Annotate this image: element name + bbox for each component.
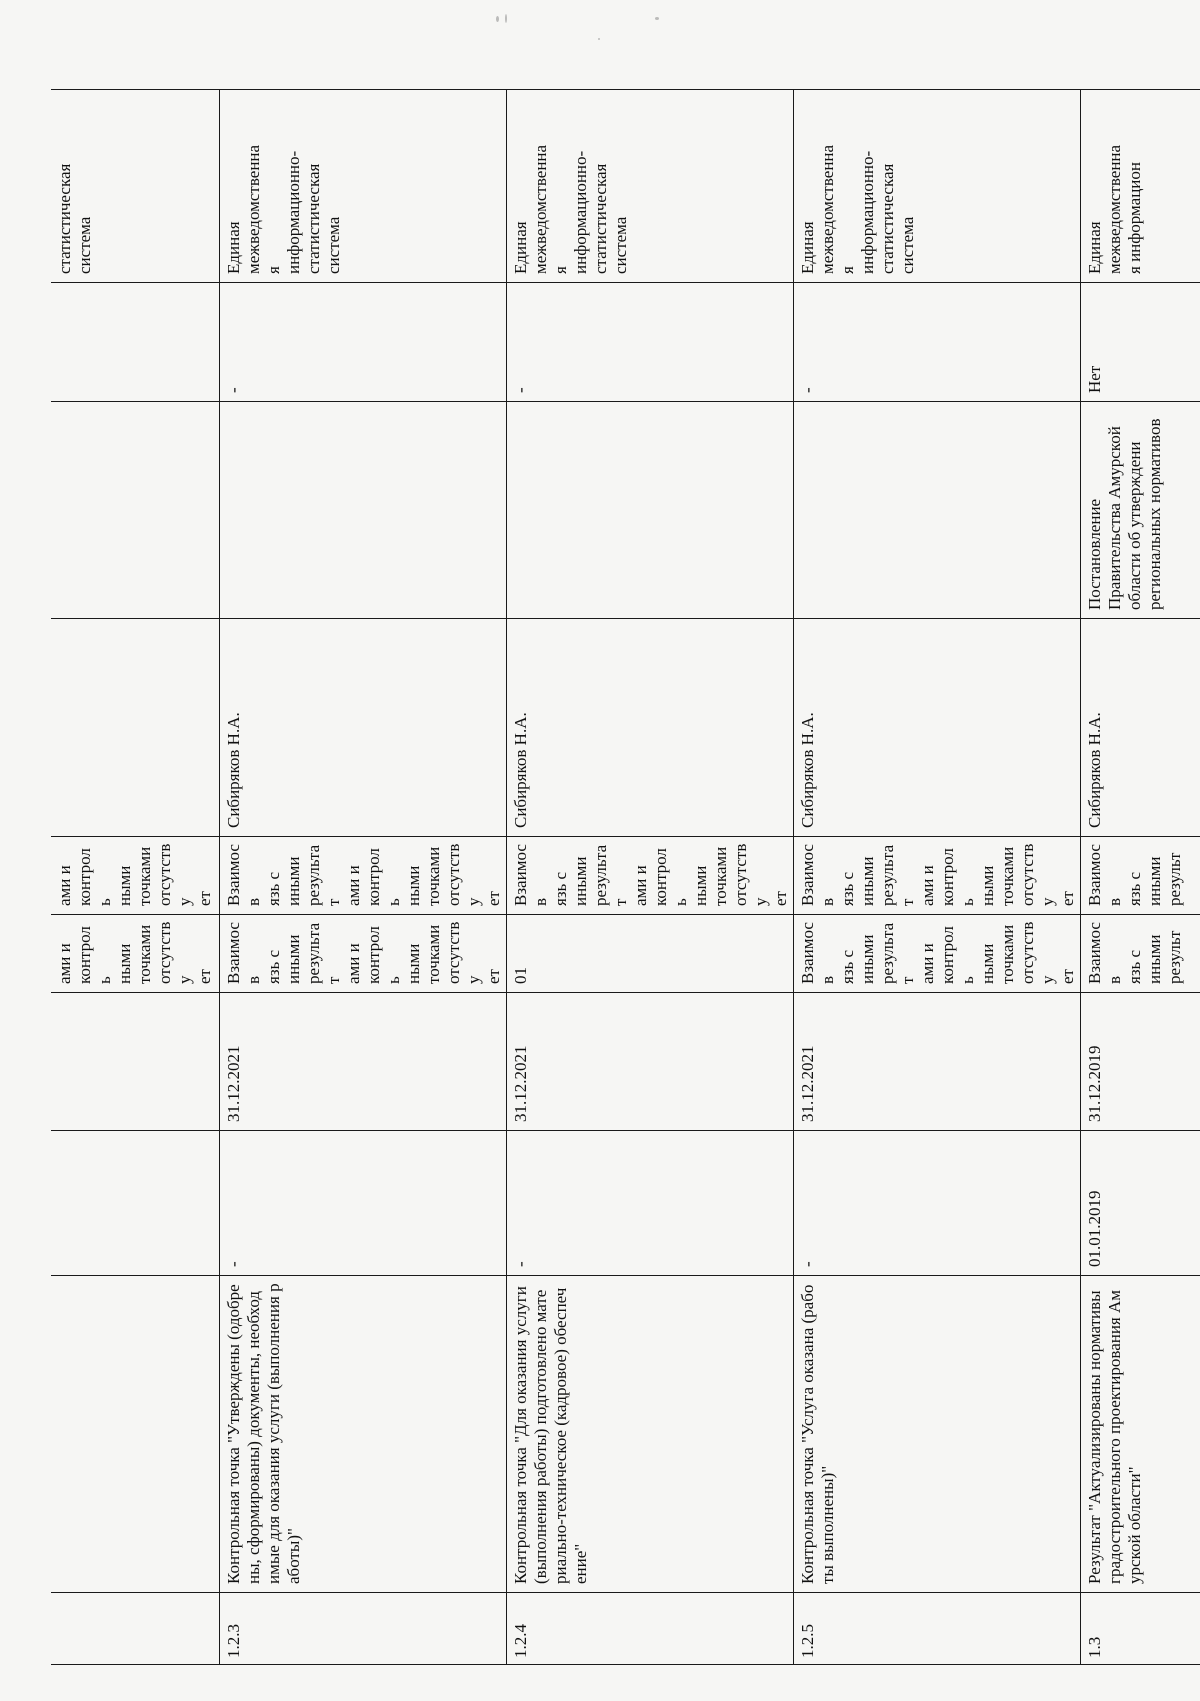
- responsible-cell: Сибиряков Н.А.: [1080, 619, 1200, 837]
- successor-cell: Взаимосв язь с иными результат ами и контроль ными точками отсутству ет: [506, 837, 793, 915]
- end-date-cell: 31.12.2021: [219, 993, 506, 1131]
- name-cell: Результат "Актуализированы нормативы градостроительного проектирования Амурской области": [1080, 1276, 1200, 1593]
- predecessor-cell: Взаимосв язь с иными результ: [1080, 915, 1200, 993]
- info-system-cell: статистическая система: [51, 90, 219, 283]
- end-date-cell: 31.12.2021: [506, 993, 793, 1131]
- responsible-cell: Сибиряков Н.А.: [219, 619, 506, 837]
- level-cell: -: [219, 283, 506, 402]
- start-date-cell: -: [506, 1131, 793, 1276]
- start-date-cell: -: [219, 1131, 506, 1276]
- end-date-cell: [51, 993, 219, 1131]
- info-system-cell: Единая межведомственна я информационно- статистическая система: [219, 90, 506, 283]
- scan-speck: [598, 38, 600, 40]
- scan-speck: [505, 14, 507, 23]
- level-cell: [51, 283, 219, 402]
- responsible-cell: Сибиряков Н.А.: [793, 619, 1080, 837]
- start-date-cell: -: [793, 1131, 1080, 1276]
- table-row: [51, 90, 219, 1665]
- num-cell: 1.2.3: [219, 1593, 506, 1665]
- schedule-table: [51, 89, 1200, 1665]
- level-cell: -: [506, 283, 793, 402]
- start-date-cell: 01.01.2019: [1080, 1131, 1200, 1276]
- successor-cell: Взаимосв язь с иными результ: [1080, 837, 1200, 915]
- document-cell: [506, 402, 793, 619]
- predecessor-cell: Взаимосв язь с иными результат ами и контроль ными точками отсутству ет: [219, 915, 506, 993]
- responsible-cell: [51, 619, 219, 837]
- num-cell: 1.2.5: [793, 1593, 1080, 1665]
- predecessor-cell: ами и контроль ными точками отсутству ет: [51, 915, 219, 993]
- end-date-cell: 31.12.2019: [1080, 993, 1200, 1131]
- name-cell: Контрольная точка "Для оказания услуги (выполнения работы) подготовлено материально-техническое (кадровое) обеспечение": [506, 1276, 793, 1593]
- name-cell: [51, 1276, 219, 1593]
- predecessor-cell: 01: [506, 915, 793, 993]
- name-cell: Контрольная точка "Услуга оказана (работы выполнены)": [793, 1276, 1080, 1593]
- scan-speck: [496, 16, 499, 22]
- document-cell: [219, 402, 506, 619]
- table-row: [1080, 90, 1200, 1665]
- successor-cell: Взаимосв язь с иными результат ами и контроль ными точками отсутству ет: [793, 837, 1080, 915]
- document-cell: Постановление Правительства Амурской области об утверждени региональных нормативов: [1080, 402, 1200, 619]
- document-cell: [51, 402, 219, 619]
- predecessor-cell: Взаимосв язь с иными результат ами и контроль ными точками отсутству ет: [793, 915, 1080, 993]
- start-date-cell: [51, 1131, 219, 1276]
- document-cell: [793, 402, 1080, 619]
- table-row: [506, 90, 793, 1665]
- scan-speck: [655, 17, 659, 20]
- end-date-cell: 31.12.2021: [793, 993, 1080, 1131]
- num-cell: [51, 1593, 219, 1665]
- num-cell: 1.2.4: [506, 1593, 793, 1665]
- level-cell: Нет: [1080, 283, 1200, 402]
- table-row: [793, 90, 1080, 1665]
- name-cell: Контрольная точка "Утверждены (одобрены, сформированы) документы, необходимые для оказания услуги (выполнения работы)": [219, 1276, 506, 1593]
- num-cell: 1.3: [1080, 1593, 1200, 1665]
- successor-cell: ами и контроль ными точками отсутству ет: [51, 837, 219, 915]
- info-system-cell: Единая межведомственна я информационно- статистическая система: [793, 90, 1080, 283]
- level-cell: -: [793, 283, 1080, 402]
- table-row: [219, 90, 506, 1665]
- rotated-document: [51, 90, 1184, 1665]
- info-system-cell: Единая межведомственна я информацион: [1080, 90, 1200, 283]
- responsible-cell: Сибиряков Н.А.: [506, 619, 793, 837]
- info-system-cell: Единая межведомственна я информационно- статистическая система: [506, 90, 793, 283]
- successor-cell: Взаимосв язь с иными результат ами и контроль ными точками отсутству ет: [219, 837, 506, 915]
